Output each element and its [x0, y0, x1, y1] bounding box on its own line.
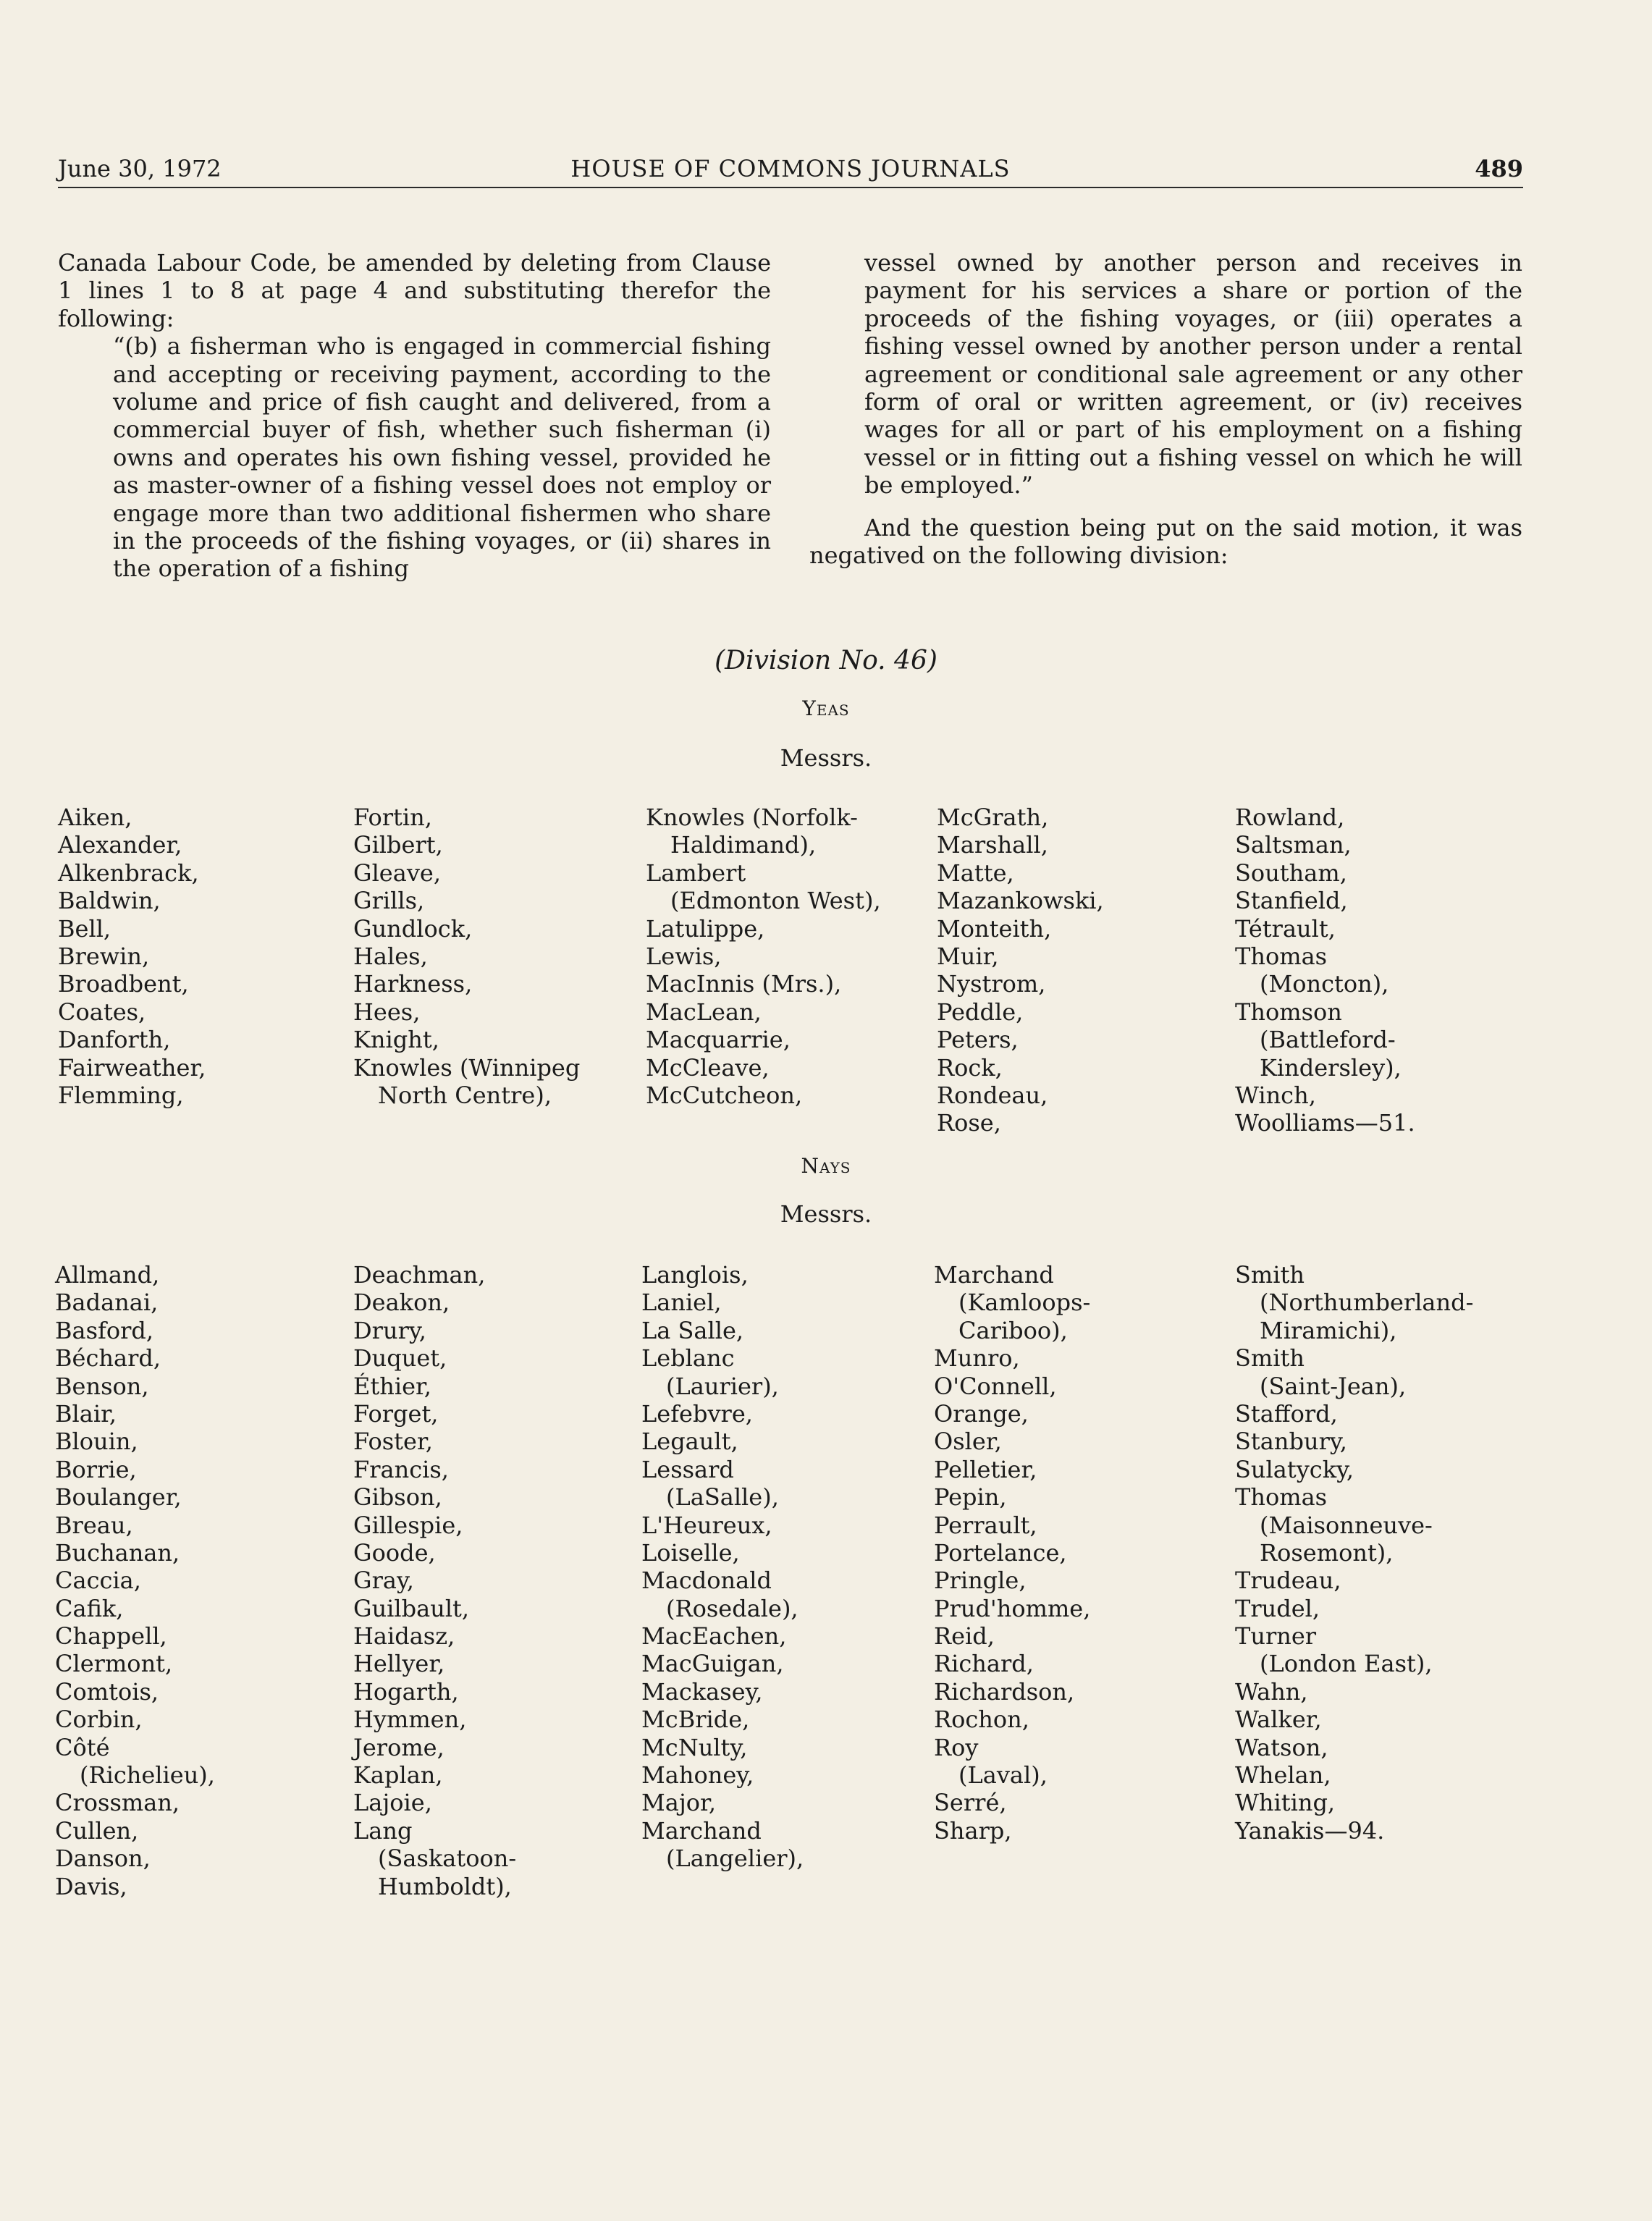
- member-name: Buchanan,: [55, 1538, 180, 1567]
- member-name: Deachman,: [353, 1261, 486, 1289]
- member-name: Borrie,: [55, 1455, 137, 1483]
- member-name: (Laurier),: [666, 1372, 779, 1400]
- member-name: Grills,: [353, 887, 425, 915]
- member-name: Trudeau,: [1235, 1567, 1341, 1595]
- member-name: McCleave,: [646, 1053, 770, 1082]
- member-name: (Laval),: [958, 1761, 1048, 1790]
- member-name: Allmand,: [55, 1261, 160, 1289]
- nays-column-5: [1235, 1261, 1473, 1845]
- member-name: McNulty,: [641, 1733, 748, 1761]
- member-name: (Maisonneuve-: [1260, 1511, 1433, 1539]
- member-name: Éthier,: [353, 1372, 431, 1400]
- member-name: Trudel,: [1235, 1594, 1320, 1622]
- member-name: Alkenbrack,: [58, 859, 199, 887]
- member-name: Hogarth,: [353, 1677, 459, 1706]
- member-name: Kindersley),: [1260, 1053, 1402, 1082]
- member-name: Rosemont),: [1260, 1538, 1394, 1567]
- header-date: June 30, 1972: [58, 155, 222, 182]
- member-name: (Rosedale),: [666, 1594, 798, 1622]
- member-name: Miramichi),: [1260, 1316, 1397, 1344]
- member-name: Béchard,: [55, 1344, 161, 1373]
- member-name: McGrath,: [937, 804, 1049, 831]
- member-name: Whelan,: [1235, 1761, 1331, 1790]
- member-name: Langlois,: [641, 1261, 749, 1289]
- member-name: Pelletier,: [934, 1455, 1037, 1483]
- member-name: Deakon,: [353, 1289, 450, 1317]
- member-name: Blair,: [55, 1399, 117, 1428]
- yeas-messrs: Messrs.: [780, 744, 872, 772]
- member-name: Tétrault,: [1235, 914, 1336, 943]
- member-name: Gilbert,: [353, 831, 443, 859]
- member-name: Benson,: [55, 1372, 149, 1400]
- member-name: Stanbury,: [1235, 1428, 1347, 1456]
- member-name: McCutcheon,: [646, 1081, 803, 1109]
- member-name: Forget,: [353, 1399, 439, 1428]
- member-name: Fairweather,: [58, 1053, 206, 1082]
- member-name: Perrault,: [934, 1511, 1037, 1539]
- amendment-quote: “(b) a fisherman who is engaged in commercial fishing and accepting or receiving payment, according to the volume and price of fish caught and delivered, from a commercial buyer of fish, whether such fisherman (i) owns and operates his own fishing vessel, provided he as master-owner of a fishing vessel does not employ or engage more than two additional fishermen who share in the proceeds of the fishing voyages, or (ii) shares in the operation of a fishing: [113, 332, 771, 583]
- member-name: La Salle,: [641, 1316, 744, 1344]
- member-name: Hales,: [353, 942, 428, 970]
- member-name: Duquet,: [353, 1344, 447, 1373]
- member-name: Basford,: [55, 1316, 154, 1344]
- member-name: Corbin,: [55, 1706, 143, 1734]
- member-name: (Richelieu),: [80, 1761, 215, 1790]
- member-name: Aiken,: [58, 804, 132, 831]
- member-name: Munro,: [934, 1344, 1020, 1373]
- member-name: Smith: [1235, 1261, 1305, 1289]
- member-name: Knowles (Winnipeg: [353, 1053, 581, 1082]
- member-name: Winch,: [1235, 1081, 1316, 1109]
- member-name: Thomson: [1235, 998, 1342, 1026]
- member-name: Hymmen,: [353, 1706, 467, 1734]
- nays-messrs: Messrs.: [780, 1200, 872, 1228]
- member-name: Walker,: [1235, 1706, 1322, 1734]
- member-name: Sulatycky,: [1235, 1455, 1354, 1483]
- member-name: Baldwin,: [58, 887, 161, 915]
- member-name: (Kamloops-: [958, 1289, 1091, 1317]
- amendment-intro: Canada Labour Code, be amended by deleting from Clause 1 lines 1 to 8 at page 4 and substituting therefor the following:: [58, 249, 771, 332]
- member-name: Marchand: [934, 1261, 1054, 1289]
- nays-column-4: [934, 1261, 1090, 1845]
- member-name: Davis,: [55, 1872, 127, 1900]
- member-name: Smith: [1235, 1344, 1305, 1373]
- member-name: Lambert: [646, 859, 746, 887]
- member-name: Prud'homme,: [934, 1594, 1091, 1622]
- member-name: Côté: [55, 1733, 110, 1761]
- member-name: Osler,: [934, 1428, 1002, 1456]
- yeas-heading-text: Yeas: [802, 696, 850, 720]
- member-name: Knowles (Norfolk-: [646, 804, 858, 831]
- member-name: Brewin,: [58, 942, 150, 970]
- member-name: Danson,: [55, 1845, 151, 1873]
- member-name: Stafford,: [1235, 1399, 1338, 1428]
- member-name: Rowland,: [1235, 804, 1345, 831]
- member-name: Macquarrie,: [646, 1026, 791, 1054]
- member-name: Pepin,: [934, 1483, 1007, 1512]
- member-name: Wahn,: [1235, 1677, 1308, 1706]
- member-name: Cafik,: [55, 1594, 124, 1622]
- member-name: Knight,: [353, 1026, 439, 1054]
- member-name: Lefebvre,: [641, 1399, 753, 1428]
- member-name: Gray,: [353, 1567, 414, 1595]
- member-name: Mazankowski,: [937, 887, 1104, 915]
- member-name: Haldimand),: [670, 831, 817, 859]
- member-name: Lessard: [641, 1455, 734, 1483]
- member-name: (Edmonton West),: [670, 887, 881, 915]
- member-name: Portelance,: [934, 1538, 1067, 1567]
- member-name: Marchand: [641, 1816, 762, 1845]
- member-name: Lang: [353, 1816, 413, 1845]
- member-name: Whiting,: [1235, 1789, 1336, 1817]
- member-name: Rose,: [937, 1109, 1001, 1137]
- member-name: Gundlock,: [353, 914, 473, 943]
- member-name: Loiselle,: [641, 1538, 740, 1567]
- member-name: Drury,: [353, 1316, 426, 1344]
- member-name: Peddle,: [937, 998, 1024, 1026]
- member-name: North Centre),: [378, 1081, 552, 1109]
- member-name: Harkness,: [353, 970, 473, 998]
- yeas-column-4: [937, 804, 1104, 1137]
- yeas-column-5: [1235, 804, 1415, 1137]
- member-name: Roy: [934, 1733, 979, 1761]
- member-name: Hellyer,: [353, 1650, 445, 1678]
- amendment-quote-continued: vessel owned by another person and receives in payment for his services a share or portion of the proceeds of the fishing voyages, or (iii) operates a fishing vessel owned by another person under a rental agreement or conditional sale agreement or any other form of oral or written agreement, or (iv) receives wages for all or part of his employment on a fishing vessel or in fitting out a fishing vessel on which he will be employed.”: [864, 249, 1522, 500]
- member-name: Kaplan,: [353, 1761, 443, 1790]
- member-name: Matte,: [937, 859, 1014, 887]
- nays-column-2: [353, 1261, 516, 1900]
- yeas-column-3: [646, 804, 881, 1109]
- member-name: Gleave,: [353, 859, 441, 887]
- member-name: (Langelier),: [666, 1845, 804, 1873]
- member-name: Marshall,: [937, 831, 1048, 859]
- member-name: Francis,: [353, 1455, 449, 1483]
- member-name: (Moncton),: [1260, 970, 1389, 998]
- running-header: [58, 155, 1523, 188]
- division-title: (Division No. 46): [715, 646, 937, 675]
- member-name: Bell,: [58, 914, 111, 943]
- member-name: Laniel,: [641, 1289, 722, 1317]
- member-name: Danforth,: [58, 1026, 171, 1054]
- member-name: Muir,: [937, 942, 999, 970]
- member-name: (Northumberland-: [1260, 1289, 1474, 1317]
- member-name: Fortin,: [353, 804, 432, 831]
- member-name: Lajoie,: [353, 1789, 432, 1817]
- member-name: MacInnis (Mrs.),: [646, 970, 842, 998]
- member-name: Rondeau,: [937, 1081, 1048, 1109]
- member-name: Humboldt),: [378, 1872, 512, 1900]
- member-name: (Saskatoon-: [378, 1845, 517, 1873]
- yeas-column-1: [58, 804, 206, 1109]
- member-name: L'Heureux,: [641, 1511, 772, 1539]
- member-name: Rock,: [937, 1053, 1003, 1082]
- member-name: MacEachen,: [641, 1622, 787, 1651]
- paragraph-gap: [809, 500, 1522, 514]
- member-name: Cariboo),: [958, 1316, 1068, 1344]
- member-name: (Saint-Jean),: [1260, 1372, 1407, 1400]
- member-name: Stanfield,: [1235, 887, 1348, 915]
- nays-heading-text: Nays: [801, 1154, 851, 1178]
- nays-column-3: [641, 1261, 804, 1873]
- member-name: Gibson,: [353, 1483, 442, 1512]
- member-name: Hees,: [353, 998, 421, 1026]
- member-name: (LaSalle),: [666, 1483, 779, 1512]
- member-name: Turner: [1235, 1622, 1317, 1651]
- member-name: MacGuigan,: [641, 1650, 784, 1678]
- member-name: Coates,: [58, 998, 146, 1026]
- member-name: Comtois,: [55, 1677, 159, 1706]
- member-name: Jerome,: [353, 1733, 444, 1761]
- member-name: Rochon,: [934, 1706, 1029, 1734]
- member-name: Serré,: [934, 1789, 1007, 1817]
- member-name: Flemming,: [58, 1081, 184, 1109]
- member-name: Breau,: [55, 1511, 133, 1539]
- member-name: (London East),: [1260, 1650, 1433, 1678]
- page-number: 489: [1475, 155, 1523, 182]
- member-name: Peters,: [937, 1026, 1019, 1054]
- member-name: Guilbault,: [353, 1594, 470, 1622]
- member-name: Chappell,: [55, 1622, 167, 1651]
- member-name: Blouin,: [55, 1428, 138, 1456]
- right-text-column: [809, 249, 1522, 569]
- left-text-column: [58, 249, 771, 583]
- header-title: HOUSE OF COMMONS JOURNALS: [570, 155, 1011, 182]
- member-name: Boulanger,: [55, 1483, 182, 1512]
- member-name: Crossman,: [55, 1789, 180, 1817]
- member-name: Latulippe,: [646, 914, 765, 943]
- member-name: Reid,: [934, 1622, 995, 1651]
- member-name: Legault,: [641, 1428, 738, 1456]
- member-name: Macdonald: [641, 1567, 772, 1595]
- member-name: (Battleford-: [1260, 1026, 1396, 1054]
- member-name: Thomas: [1235, 942, 1328, 970]
- member-name: Badanai,: [55, 1289, 159, 1317]
- member-name: Monteith,: [937, 914, 1052, 943]
- member-name: Watson,: [1235, 1733, 1328, 1761]
- member-name: Saltsman,: [1235, 831, 1352, 859]
- member-name: Goode,: [353, 1538, 436, 1567]
- nays-column-1: [55, 1261, 215, 1900]
- member-name: Major,: [641, 1789, 716, 1817]
- header-rule: [58, 187, 1523, 188]
- member-name: Leblanc: [641, 1344, 735, 1373]
- member-name: Mahoney,: [641, 1761, 754, 1790]
- member-name: Richard,: [934, 1650, 1034, 1678]
- member-name: Broadbent,: [58, 970, 189, 998]
- member-name: Sharp,: [934, 1816, 1012, 1845]
- member-name: Caccia,: [55, 1567, 141, 1595]
- member-name: MacLean,: [646, 998, 762, 1026]
- member-name: Nystrom,: [937, 970, 1046, 998]
- member-name: Clermont,: [55, 1650, 173, 1678]
- yeas-column-2: [353, 804, 580, 1109]
- member-name: Mackasey,: [641, 1677, 763, 1706]
- nays-heading: [0, 1154, 1652, 1178]
- member-name: Woolliams—51.: [1235, 1109, 1415, 1137]
- member-name: Cullen,: [55, 1816, 139, 1845]
- member-name: Orange,: [934, 1399, 1029, 1428]
- member-name: Yanakis—94.: [1235, 1816, 1385, 1845]
- member-name: Pringle,: [934, 1567, 1027, 1595]
- question-paragraph: And the question being put on the said motion, it was negatived on the following division:: [809, 513, 1522, 570]
- member-name: Haidasz,: [353, 1622, 455, 1651]
- member-name: O'Connell,: [934, 1372, 1057, 1400]
- member-name: Thomas: [1235, 1483, 1328, 1512]
- member-name: Richardson,: [934, 1677, 1075, 1706]
- member-name: Alexander,: [58, 831, 182, 859]
- member-name: Southam,: [1235, 859, 1347, 887]
- member-name: McBride,: [641, 1706, 750, 1734]
- member-name: Lewis,: [646, 942, 722, 970]
- member-name: Foster,: [353, 1428, 433, 1456]
- yeas-heading: [0, 696, 1652, 720]
- member-name: Gillespie,: [353, 1511, 463, 1539]
